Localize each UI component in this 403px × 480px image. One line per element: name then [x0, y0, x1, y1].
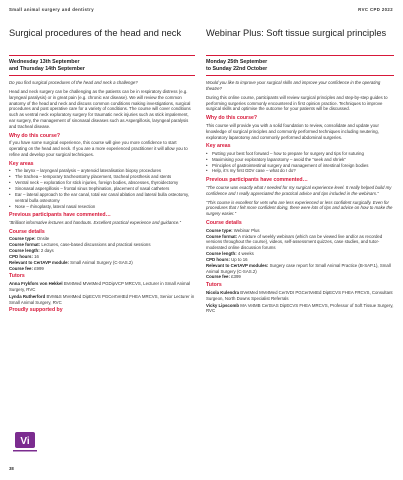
testimonial: “Brilliant informative lectures and handouts. Excellent practical experience and guidance.” — [9, 219, 181, 225]
detail-row: Course type: Onsite — [9, 236, 50, 242]
detail-row: Course length: 2 days — [9, 248, 54, 254]
testimonial: “This course is excellent for vets who are less experienced or less confident surgically. Even for procedures that I felt more confident doing, there were lots of tips and advice on how to make the surgery easier.” — [206, 199, 393, 217]
course-right — [206, 28, 394, 315]
tutors-heading: Tutors — [206, 282, 222, 289]
list-item: • Maximising your exploratory laparotomy – avoid the “seek and shriek” — [206, 157, 394, 163]
sponsor-logo — [9, 430, 43, 454]
key-areas-heading: Key areas — [9, 160, 34, 167]
details-heading: Course details — [9, 228, 45, 235]
course-left — [9, 28, 195, 315]
intro-question: Would you like to improve your surgical skills and improve your confidence in the operating theatre? — [206, 80, 381, 91]
list-item: • Putting your best foot forward – how to prepare for surgery and tips for suturing — [206, 151, 394, 157]
why-heading: Why do this course? — [9, 132, 61, 139]
course-dates — [206, 59, 394, 72]
detail-row: CPD hours: 16 — [9, 253, 39, 259]
detail-row: CPD hours: Up to 16 — [206, 256, 248, 262]
list-item: • Sinonasal aspergillosis – frontal sinus trephination, placement of nasal catheters — [9, 186, 195, 192]
list-item: • Help, it’s my first GDV case – what do I do? — [206, 168, 394, 174]
detail-row: Relevant to CertAVP module: Small Animal Surgery (C-SAS.2) — [9, 259, 133, 265]
key-areas-heading: Key areas — [206, 143, 231, 150]
key-areas-list — [9, 168, 195, 209]
divider — [9, 75, 195, 76]
detail-row: Course length: 4 weeks — [206, 251, 254, 257]
tutors-heading: Tutors — [9, 273, 25, 280]
detail-row: Course format: A mixture of weekly webinars (which can be viewed live and/or as recorded versions throughout the course), videos, self-assessment quizzes, case studies, and tutor-moderated online discussion forums — [206, 233, 383, 251]
why-heading: Why do this course? — [206, 115, 258, 122]
section-label: Small animal surgery and dentistry — [9, 7, 94, 12]
page-number: 38 — [9, 466, 14, 471]
logo-bar — [13, 450, 37, 452]
key-areas-list — [206, 151, 394, 174]
detail-row: Course type: Webinar Plus — [206, 227, 260, 233]
intro-question: Do you find surgical procedures of the head and neck a challenge? — [9, 80, 138, 85]
comments-heading: Previous participants have commented… — [9, 212, 111, 219]
testimonial: “The course was exactly what I needed for my surgical experience level. It really helped build my confidence and I really appreciated the practical advice and tips included in the webinars.” — [206, 184, 392, 196]
course-dates — [9, 59, 195, 72]
divider — [206, 55, 394, 56]
list-item: • Ear – lateral approach to the ear canal, total ear canal ablation and lateral bulla osteotomy, ventral bulla osteotomy — [9, 192, 195, 204]
list-item: • The larynx – laryngeal paralysis – arytenoid lateralisation biopsy procedures — [9, 168, 195, 174]
tutor: Anna Frykfors von Hekkel BVetMed MVetMed PGDipVCP MRCVS, Lecturer in Small Animal Surgery, RVC — [9, 281, 190, 292]
detail-row: Relevant to CertAVP modules: Surgery case report for Small Animal Practice (B-SAP.1), Small Animal Surgery (C-SAS.2) — [206, 262, 391, 274]
why-text: If you have some surgical experience, this course will give you more confidence to start operating on the head and neck. If you are a more experienced practitioner it will allow you to refine and develop your surgical techniques. — [9, 140, 188, 158]
tutor: Nicola Kulendra BVetMed MVetMed CertVDI PGCertVetEd DipECVS FHEA FRCVS, Consultant Surgeon, North Downs Specialist Referrals — [206, 289, 393, 301]
brochure-label: RVC CPD 2022 — [358, 7, 393, 12]
date-line: to Sunday 22nd October — [206, 65, 268, 72]
intro-text: During this online course, participants will review surgical principles and step-by-step guides to performing surgeries commonly encountered in first opinion practice. Techniques to improve surgical skills and optimise the outcome for your patients will be discussed. — [206, 94, 388, 112]
divider — [9, 55, 195, 56]
course-title: Surgical procedures of the head and neck — [9, 28, 182, 38]
details-heading: Course details — [206, 220, 242, 227]
intro-text: Head and neck surgery can be challenging as the patients can be in respiratory distress (e.g. laryngeal paralysis) or in great pain (e.g. chronic ear disease). We will review the common anatomy of the head and neck and discuss common conditions making investigations, surgical procedures and post operative care for a variety of conditions. The course will cover conditions such as ventral neck exploratory surgery for traumatic neck injuries such as stick impalement, ear surgery, the management of sinonasal diseases such as Aspergillosis, laryngeal paralysis and tracheal disease. — [9, 88, 191, 129]
detail-row: Course fee: £999 — [9, 265, 44, 271]
date-line: Wednesday 13th September — [9, 59, 80, 65]
date-line: Monday 25th September — [206, 59, 268, 65]
why-text: This course will provide you with a solid foundation to review, consolidate and update your knowledge of surgical principles and commonly performed techniques including neutering, exploratory laparotomy and commonly performed abdominal surgeries. — [206, 122, 379, 140]
divider — [206, 75, 394, 76]
tutor: Lynda Rutherford BVM&S MVetMed DipECVS PGCertVetEd FHEA MRCVS, Senior Lecturer in Small Animal Surgery, RVC — [9, 293, 195, 305]
list-item: • The trachea – temporary tracheostomy placement, tracheal prosthesis and stents — [9, 174, 195, 180]
detail-row: Course fee: £399 — [206, 274, 241, 280]
list-item: • Principles of gastrointestinal surgery and management of intestinal foreign bodies — [206, 163, 394, 169]
date-line: and Thursday 14th September — [9, 65, 85, 72]
course-title: Webinar Plus: Soft tissue surgical principles — [206, 28, 387, 38]
tutor: Vicky Lipscomb MA VetMB CertSAS DipECVS FHEA MRCVS, Professor of Soft Tissue Surgery, RVC — [206, 302, 394, 314]
list-item: • Ventral neck – exploration for stick injuries, foreign bodies, abscesses, thyroidectomy — [9, 180, 195, 186]
detail-row: Course format: Lectures, case-based discussions and practical sessions — [9, 242, 151, 248]
comments-heading: Previous participants have commented… — [206, 177, 308, 184]
logo-text: Vi — [20, 436, 30, 447]
list-item: • Nose – rhinoplasty, lateral nasal resection — [9, 204, 195, 210]
support-heading: Proudly supported by — [9, 307, 63, 314]
